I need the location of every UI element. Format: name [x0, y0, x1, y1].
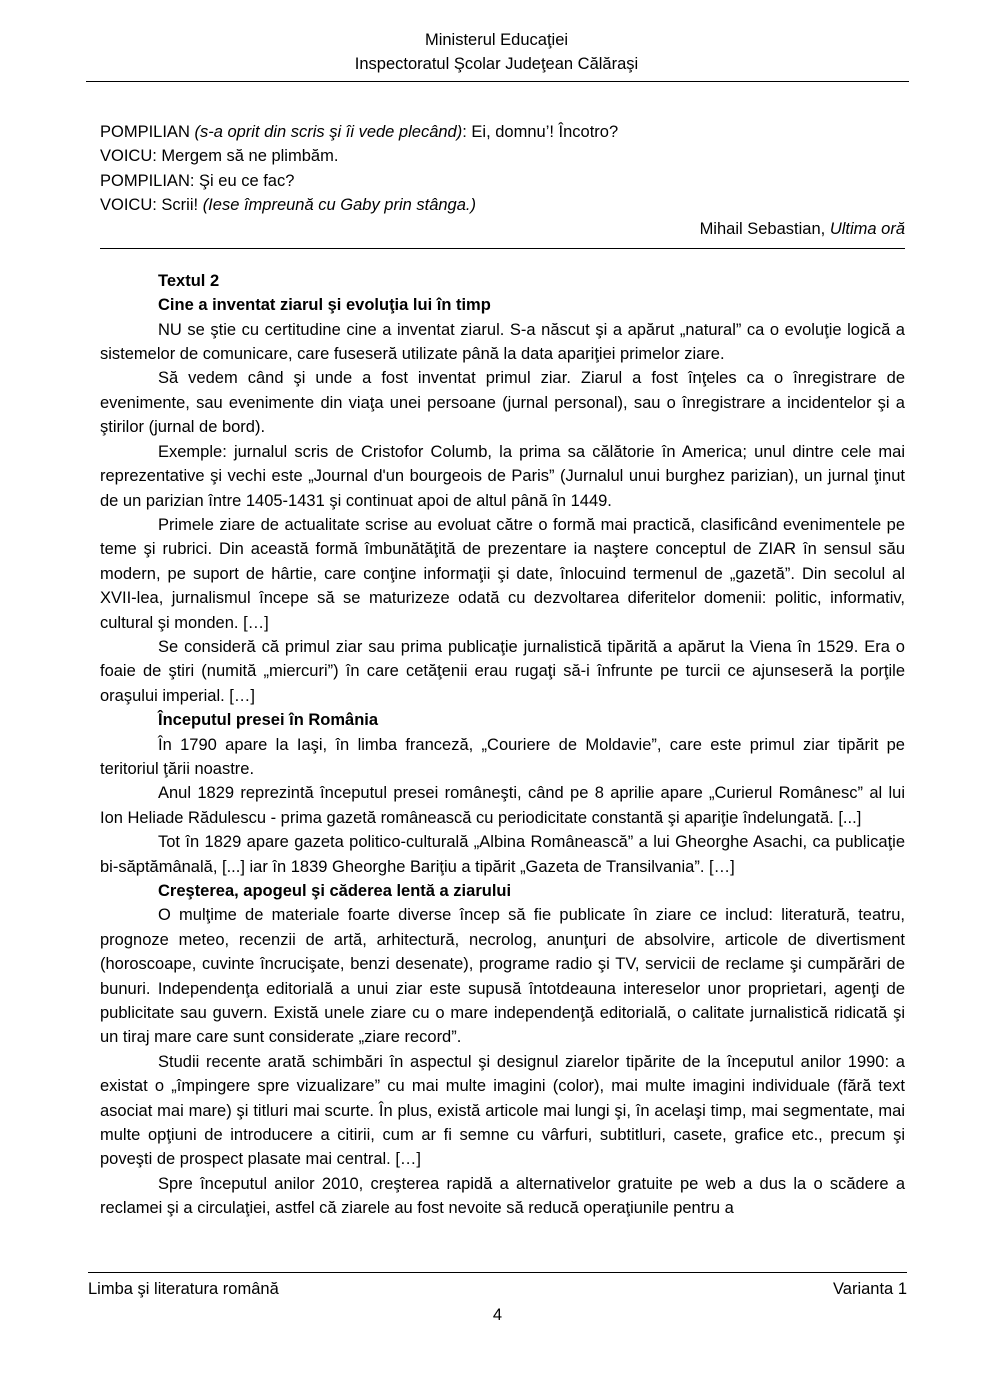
document-header: [0, 0, 993, 82]
subheading-growth: Creşterea, apogeul şi căderea lentă a ziarului: [158, 882, 512, 900]
ministry-name: Ministerul Educaţiei: [424, 31, 569, 49]
dialogue-block: [100, 120, 905, 249]
paragraph: NU se ştie cu certitudine cine a inventat ziarul. S-a născut şi a apărut „natural” ca o evoluţie logică a sistemelor de comunicare, care fuseseră utilizate până la data apariţiei primelor ziare.: [100, 320, 905, 364]
footer-subject: Limba şi literatura română: [88, 1280, 279, 1298]
header-rule: [86, 81, 909, 82]
dialogue-text: VOICU: Scrii!: [100, 196, 203, 215]
document-footer: [88, 1272, 907, 1328]
page-number: 4: [492, 1306, 503, 1325]
footer-variant: Varianta 1: [833, 1280, 907, 1298]
paragraph: Spre începutul anilor 2010, creşterea rapidă a alternativelor gratuite pe web a dus la o scădere a reclamei şi a circulaţiei, astfel că ziarele au fost nevoite să reducă operaţiunile pentru a: [100, 1174, 905, 1218]
author-name: Mihail Sebastian,: [699, 220, 830, 239]
attribution-rule: [100, 248, 905, 249]
stage-direction: (s-a oprit din scris şi îi vede plecând): [194, 122, 463, 141]
paragraph: Să vedem când şi unde a fost inventat primul ziar. Ziarul a fost înţeles ca o înregistrare de evenimente, sau evenimente din viaţa unei persoane (jurnal personal), sau o înregistrare a incidentelor şi a ştirilor (jurnal de bord).: [100, 369, 905, 437]
dialogue-text: POMPILIAN: Şi eu ce fac?: [100, 171, 295, 190]
paragraph: Se consideră că primul ziar sau prima publicaţie jurnalistică tipărită a apărut la Viena în 1529. Era o foaie de ştiri (numită „miercuri”) în care cetăţenii erau rugaţi să-i înfrunte pe turcii ce ajunseseră la porţile oraşului imperial. […]: [100, 637, 905, 705]
dialogue-line: [100, 144, 905, 168]
dialogue-line: [100, 120, 905, 144]
inspectorate-name: Inspectoratul Şcolar Judeţean Călăraşi: [354, 55, 639, 74]
section-label: Textul 2: [158, 271, 220, 290]
stage-direction: (Iese împreună cu Gaby prin stânga.): [202, 196, 476, 215]
paragraph: Exemple: jurnalul scris de Cristofor Columb, la prima sa călătorie în America; unul dintre cele mai reprezentative şi vechi este „Journal d'un bourgeois de Paris” (Jurnalul unui burghez parizian), un jurnal ţinut de un parizian între 1405-1431 şi continuat apoi de altul până în 1449.: [100, 442, 905, 510]
subheading-romania: Începutul presei în România: [158, 711, 379, 730]
dialogue-line: [100, 193, 905, 217]
attribution: [100, 217, 905, 241]
dialogue-text: : Ei, domnu’! Încotro?: [462, 122, 619, 141]
text2-section: [100, 269, 905, 1221]
dialogue-text: VOICU: Mergem să ne plimbăm.: [100, 147, 339, 166]
paragraph: În 1790 apare la Iaşi, în limba franceză, „Couriere de Moldavie”, care este primul ziar tipărit pe teritoriul ţării noastre.: [100, 735, 905, 778]
paragraph: Tot în 1829 apare gazeta politico-culturală „Albina Românească” a lui Gheorghe Asachi, ca publicaţie bi-săptămânală, [...] iar în 1839 Gheorghe Bariţiu a tipărit „Gazeta de Transilvania”. […]: [100, 833, 905, 876]
dialogue-text: POMPILIAN: [100, 122, 195, 141]
footer-rule: [88, 1272, 907, 1273]
section-title: Cine a inventat ziarul şi evoluţia lui în timp: [158, 296, 491, 315]
paragraph: Studii recente arată schimbări în aspectul şi designul ziarelor tipărite de la începutul anilor 1990: a existat o „împingere spre vizualizare” cu mai multe imagini (color), mai multe imagini individuale (fără text asociat mai mare) şi titluri mai scurte. În plus, există articole mai lungi şi, în acelaşi timp, mai segmentate, mai multe opţiuni de introducere a citirii, cum ar fi semne cu vârfuri, subtitluri, casete, grafice etc., precum şi poveşti de prospect plasate mai central. […]: [100, 1052, 905, 1169]
dialogue-line: [100, 169, 905, 193]
work-title: Ultima oră: [829, 220, 905, 239]
paragraph: Anul 1829 reprezintă începutul presei româneşti, când pe 8 aprilie apare „Curierul Românesc” al lui Ion Heliade Rădulescu - prima gazetă românească cu periodicitate constantă şi apariţie îndelungată. [...]: [100, 784, 905, 827]
paragraph: O mulţime de materiale foarte diverse încep să fie publicate în ziare ce includ: literatură, teatru, prognoze meteo, recenzii de artă, arhitectură, necrolog, anunţuri de absolvire, articole de divertisment (horoscoape, cuvinte încrucişate, benzi desenate), programe radio şi TV, servicii de reclame şi cumpărări de bunuri. Independenţa editorială a unui ziar este supusă întotdeauna intereselor unor proprietari, agenţi de publicitate sau guvern. Există unele ziare cu o mare independenţă editorială, o calitate jurnalistică ridicată şi un tiraj mare care sunt considerate „ziare record”.: [100, 906, 905, 1047]
paragraph: Primele ziare de actualitate scrise au evoluat către o formă mai practică, clasificând evenimentele pe teme şi rubrici. Din această formă îmbunătăţită de prezentare ia naştere conceptul de ZIAR în sensul său modern, pe suport de hârtie, care conţine informaţii şi date, înlocuind termenul de „gazetă”. Din secolul al XVII-lea, jurnalismul începe să se maturizeze odată cu dezvoltarea diferitelor domenii: politic, informativ, cultural şi monden. […]: [100, 515, 905, 632]
document-body: [0, 120, 993, 1221]
